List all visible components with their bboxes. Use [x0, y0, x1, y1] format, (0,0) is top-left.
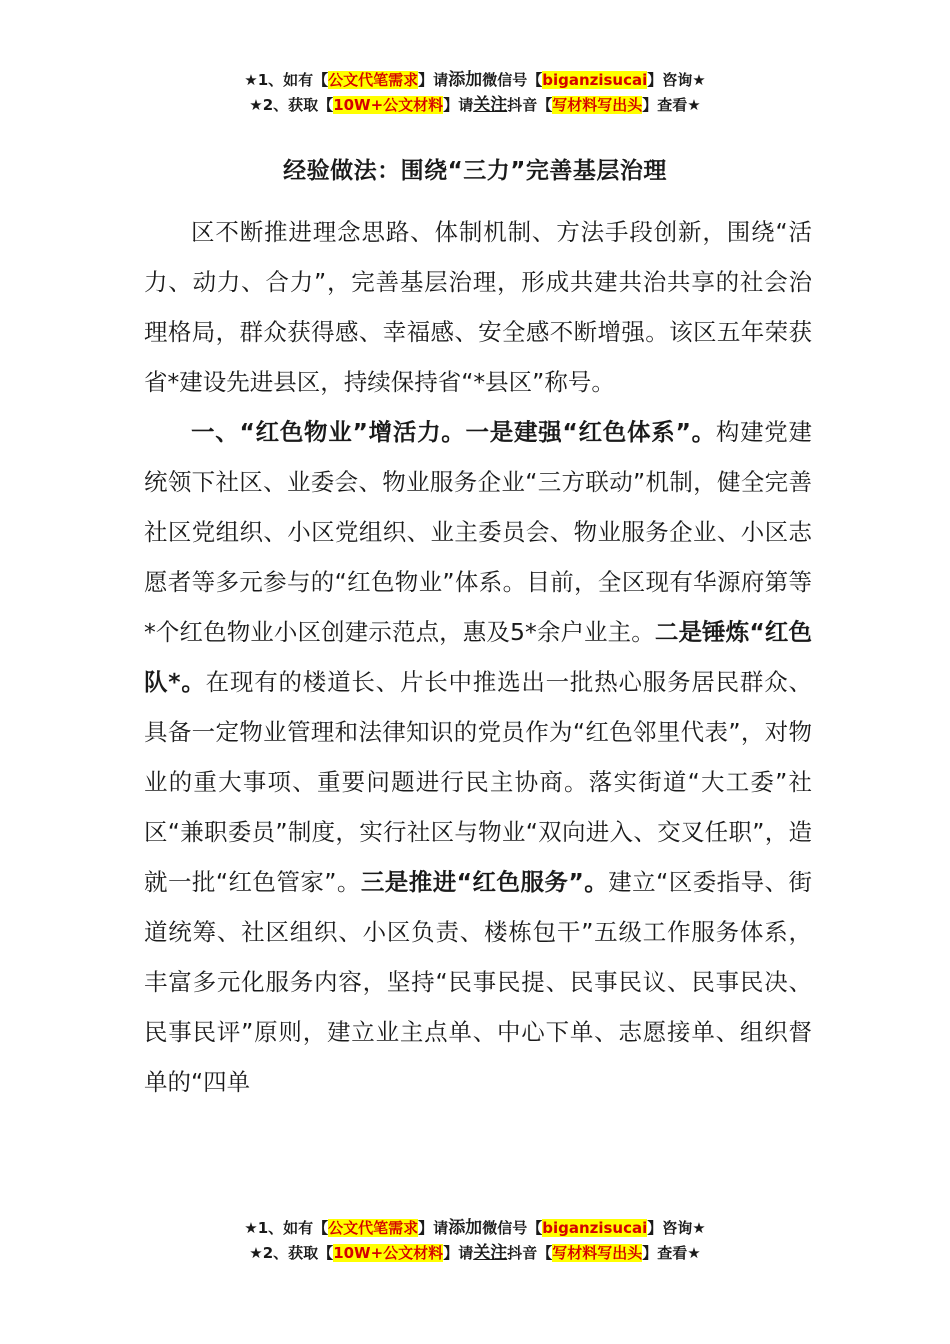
highlight-douyin-account: 写材料写出头 — [552, 96, 643, 114]
promo-line-1: ★1、如有【公文代笔需求】请添加微信号【biganzisucai】咨询★ — [244, 70, 706, 90]
promo-banner-top — [0, 68, 950, 118]
point-2-text: 在现有的楼道长、片长中推选出一批热心服务居民群众、具备一定物业管理和法律知识的党员作为“红色邻里代表”，对物业的重大事项、重要问题进行民主协商。落实街道“大工委”社区“兼职委员”制度，实行社区与物业“双向进入、交叉任职”，造就一批“红色管家”。 — [144, 668, 813, 896]
highlight-writing-service-bottom: 公文代笔需求 — [328, 1219, 419, 1237]
promo-line-1-bottom: ★1、如有【公文代笔需求】请添加微信号【biganzisucai】咨询★ — [244, 1218, 706, 1238]
document-body — [144, 207, 812, 1107]
promo-line-2-bottom: ★2、获取【10W+公文材料】请关注抖音【写材料写出头】查看★ — [249, 1243, 701, 1263]
highlight-materials: 10W+公文材料 — [333, 96, 444, 114]
highlight-wechat-id-bottom: biganzisucai — [542, 1219, 648, 1237]
section-1-heading: 一、“红色物业”增活力。 — [191, 418, 466, 446]
point-2-title: 二是锤炼“红色队*。 — [144, 618, 812, 696]
section-1-paragraph — [144, 407, 812, 1107]
promo-line-2: ★2、获取【10W+公文材料】请关注抖音【写材料写出头】查看★ — [249, 95, 701, 115]
point-1-title: 一是建强“红色体系”。 — [465, 418, 716, 446]
highlight-writing-service: 公文代笔需求 — [328, 71, 419, 89]
highlight-materials-bottom: 10W+公文材料 — [333, 1244, 444, 1262]
point-3-text: 建立“区委指导、街道统筹、社区组织、小区负责、楼栋包干”五级工作服务体系，丰富多元化服务内容，坚持“民事民提、民事民议、民事民决、民事民评”原则，建立业主点单、中心下单、志愿接单、组织督单的“四单 — [144, 868, 812, 1096]
point-3-title: 三是推进“红色服务”。 — [360, 868, 609, 896]
highlight-wechat-id: biganzisucai — [542, 71, 648, 89]
highlight-douyin-account-bottom: 写材料写出头 — [552, 1244, 643, 1262]
intro-paragraph: 区不断推进理念思路、体制机制、方法手段创新，围绕“活力、动力、合力”，完善基层治理，形成共建共治共享的社会治理格局，群众获得感、幸福感、安全感不断增强。该区五年荣获省*建设先进县区，持续保持省“*县区”称号。 — [144, 218, 812, 396]
point-1-text: 构建党建统领下社区、业委会、物业服务企业“三方联动”机制，健全完善社区党组织、小区党组织、业主委员会、物业服务企业、小区志愿者等多元参与的“红色物业”体系。目前，全区现有华源府第等*个红色物业小区创建示范点，惠及5*余户业主。 — [144, 418, 813, 646]
promo-banner-bottom — [0, 1216, 950, 1266]
document-title: 经验做法：围绕“三力”完善基层治理 — [283, 158, 667, 184]
